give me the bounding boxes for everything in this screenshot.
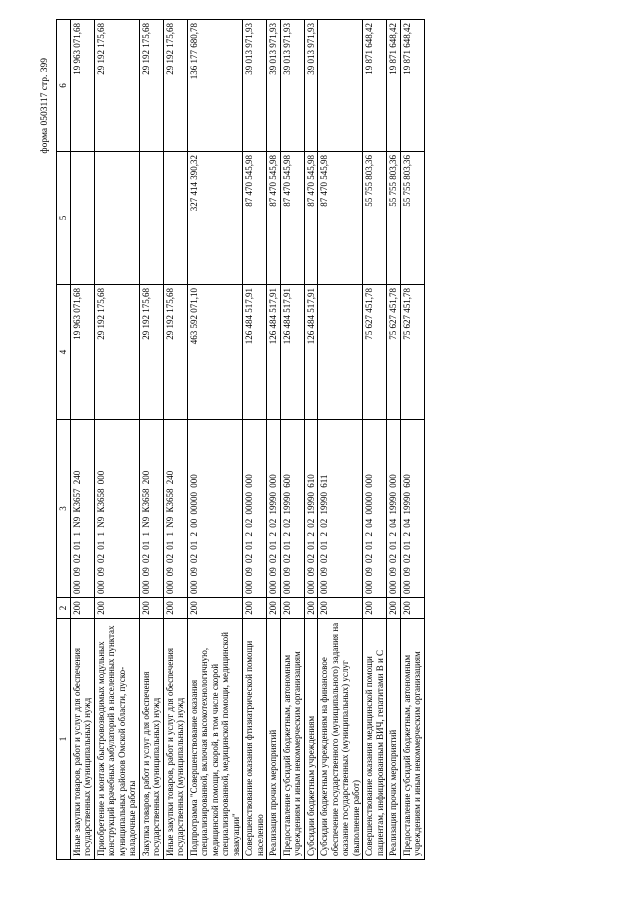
row-unexecuted-cell: 29 192 175,68 [139, 20, 163, 152]
table-row [318, 20, 363, 860]
row-executed-cell: 55 755 803,36 [363, 152, 387, 285]
column-header-4: 4 [57, 285, 71, 420]
row-budget-code-cell: 000 09 02 01 1 N9 К3657 240 [70, 420, 94, 598]
row-executed-cell: 87 470 545,98 [267, 152, 281, 285]
row-name-cell: Иные закупки товаров, работ и услуг для обеспечения государственных (муниципальных) нужд [70, 619, 94, 860]
row-executed-cell: 327 414 390,32 [187, 152, 243, 285]
row-approved-cell: 126 484 517,91 [267, 285, 281, 420]
form-reference: форма 0503117 стр. 399 [40, 58, 50, 154]
row-budget-code-cell: 000 09 02 01 1 N9 К3658 000 [94, 420, 139, 598]
row-line-code-cell: 200 [318, 598, 363, 619]
table-row [280, 20, 304, 860]
row-executed-cell [70, 152, 94, 285]
row-name-cell: Закупка товаров, работ и услуг для обеспечения государственных (муниципальных) нужд [139, 619, 163, 860]
row-executed-cell: 87 470 545,98 [304, 152, 318, 285]
row-executed-cell [139, 152, 163, 285]
row-budget-code-cell: 000 09 02 01 2 04 19990 600 [400, 420, 424, 598]
row-executed-cell: 87 470 545,98 [318, 152, 363, 285]
row-line-code-cell: 200 [139, 598, 163, 619]
row-approved-cell: 126 484 517,91 [304, 285, 318, 420]
row-line-code-cell: 200 [267, 598, 281, 619]
row-approved-cell: 29 192 175,68 [139, 285, 163, 420]
row-unexecuted-cell [318, 20, 363, 152]
column-header-6: 6 [57, 20, 71, 152]
row-budget-code-cell: 000 09 02 01 2 02 19990 000 [267, 420, 281, 598]
row-budget-code-cell: 000 09 02 01 2 02 19990 611 [318, 420, 363, 598]
row-approved-cell [318, 285, 363, 420]
column-header-3: 3 [57, 420, 71, 598]
row-line-code-cell: 200 [280, 598, 304, 619]
row-unexecuted-cell: 136 177 680,78 [187, 20, 243, 152]
row-executed-cell [94, 152, 139, 285]
table-body [70, 20, 424, 860]
header-row [57, 20, 71, 860]
row-budget-code-cell: 000 09 02 01 2 00 00000 000 [187, 420, 243, 598]
row-unexecuted-cell: 39 013 971,93 [267, 20, 281, 152]
row-approved-cell: 29 192 175,68 [163, 285, 187, 420]
row-approved-cell: 126 484 517,91 [280, 285, 304, 420]
row-unexecuted-cell: 39 013 971,93 [280, 20, 304, 152]
row-unexecuted-cell: 19 871 648,42 [400, 20, 424, 152]
row-approved-cell: 29 192 175,68 [94, 285, 139, 420]
row-name-cell: Совершенствование оказания фтизиатрической помощи населению [243, 619, 267, 860]
table-row [304, 20, 318, 860]
row-budget-code-cell: 000 09 02 01 1 N9 К3658 240 [163, 420, 187, 598]
row-line-code-cell: 200 [304, 598, 318, 619]
row-line-code-cell: 200 [70, 598, 94, 619]
row-budget-code-cell: 000 09 02 01 2 04 00000 000 [363, 420, 387, 598]
column-header-2: 2 [57, 598, 71, 619]
table-row [387, 20, 401, 860]
table-row [267, 20, 281, 860]
row-budget-code-cell: 000 09 02 01 2 04 19990 000 [387, 420, 401, 598]
table-row [243, 20, 267, 860]
row-unexecuted-cell: 19 963 071,68 [70, 20, 94, 152]
row-name-cell: Предоставление субсидий бюджетным, автономным учреждениям и иным некоммерческим организациям [400, 619, 424, 860]
table-row [139, 20, 163, 860]
row-approved-cell: 75 627 451,78 [400, 285, 424, 420]
row-unexecuted-cell: 39 013 971,93 [304, 20, 318, 152]
row-name-cell: Приобретение и монтаж быстровозводимых модульных конструкций врачебных амбулаторий в населенных пунктах муниципальных районов Омской области, пуско-наладочные работы [94, 619, 139, 860]
row-executed-cell [163, 152, 187, 285]
table-row [94, 20, 139, 860]
table-row [163, 20, 187, 860]
row-line-code-cell: 200 [163, 598, 187, 619]
table-row [363, 20, 387, 860]
row-executed-cell: 87 470 545,98 [243, 152, 267, 285]
row-name-cell: Реализация прочих мероприятий [267, 619, 281, 860]
row-budget-code-cell: 000 09 02 01 2 02 19990 600 [280, 420, 304, 598]
row-name-cell: Подпрограмма "Совершенствование оказания специализированной, включая высокотехнологичную, медицинской помощи, скорой, в том числе скорой специализированной, медицинской помощи, медицинской эвакуации" [187, 619, 243, 860]
row-unexecuted-cell: 39 013 971,93 [243, 20, 267, 152]
row-name-cell: Предоставление субсидий бюджетным, автономным учреждениям и иным некоммерческим организациям [280, 619, 304, 860]
row-unexecuted-cell: 19 871 648,42 [387, 20, 401, 152]
row-name-cell: Реализация прочих мероприятий [387, 619, 401, 860]
row-unexecuted-cell: 29 192 175,68 [163, 20, 187, 152]
row-approved-cell: 75 627 451,78 [387, 285, 401, 420]
row-line-code-cell: 200 [363, 598, 387, 619]
row-line-code-cell: 200 [94, 598, 139, 619]
row-executed-cell: 55 755 803,36 [387, 152, 401, 285]
row-name-cell: Иные закупки товаров, работ и услуг для обеспечения государственных (муниципальных) нужд [163, 619, 187, 860]
row-name-cell: Субсидии бюджетным учреждениям [304, 619, 318, 860]
row-name-cell: Совершенствование оказания медицинской помощи пациентам, инфицированным ВИЧ, гепатитами В и С [363, 619, 387, 860]
budget-table [56, 19, 425, 860]
row-approved-cell: 19 963 071,68 [70, 285, 94, 420]
row-approved-cell: 126 484 517,91 [243, 285, 267, 420]
row-budget-code-cell: 000 09 02 01 1 N9 К3658 200 [139, 420, 163, 598]
row-approved-cell: 75 627 451,78 [363, 285, 387, 420]
row-line-code-cell: 200 [187, 598, 243, 619]
row-budget-code-cell: 000 09 02 01 2 02 19990 610 [304, 420, 318, 598]
table-row [400, 20, 424, 860]
row-executed-cell: 55 755 803,36 [400, 152, 424, 285]
column-header-1: 1 [57, 619, 71, 860]
row-executed-cell: 87 470 545,98 [280, 152, 304, 285]
row-unexecuted-cell: 19 871 648,42 [363, 20, 387, 152]
column-header-5: 5 [57, 152, 71, 285]
row-unexecuted-cell: 29 192 175,68 [94, 20, 139, 152]
rotated-sheet [40, 20, 600, 860]
table-row [70, 20, 94, 860]
row-budget-code-cell: 000 09 02 01 2 02 00000 000 [243, 420, 267, 598]
table-row [187, 20, 243, 860]
row-name-cell: Субсидии бюджетным учреждениям на финансовое обеспечение государственного (муниципального) задания на оказание государственных (муниципальных) услуг (выполнение работ) [318, 619, 363, 860]
row-line-code-cell: 200 [387, 598, 401, 619]
row-approved-cell: 463 592 071,10 [187, 285, 243, 420]
row-line-code-cell: 200 [400, 598, 424, 619]
row-line-code-cell: 200 [243, 598, 267, 619]
